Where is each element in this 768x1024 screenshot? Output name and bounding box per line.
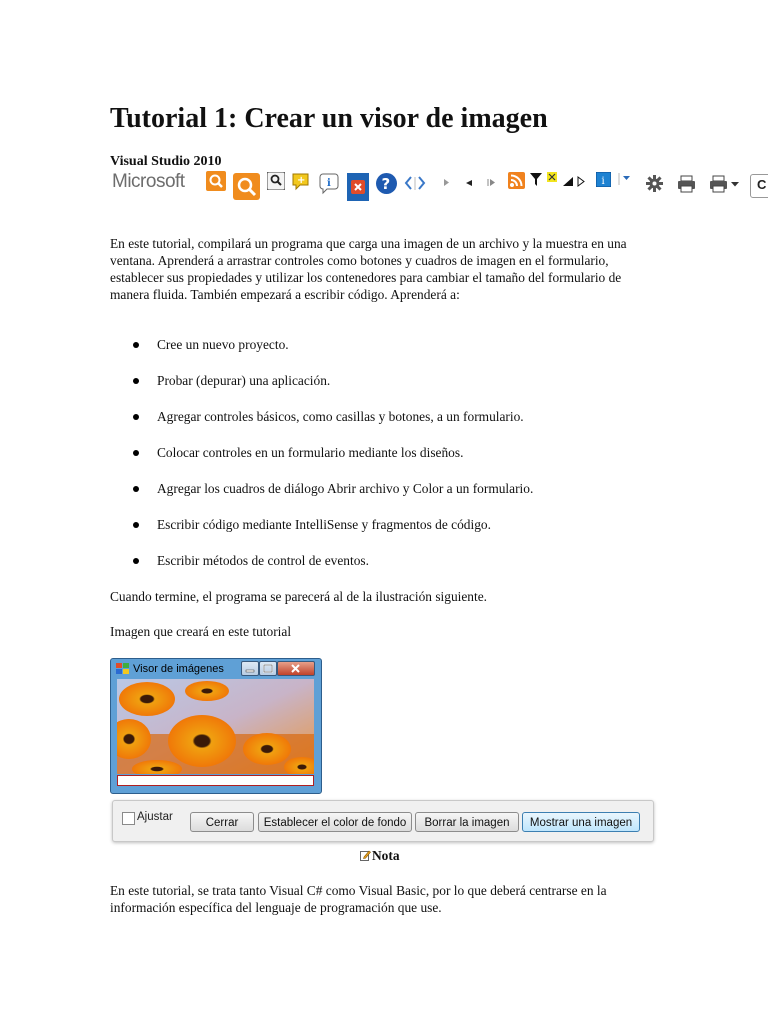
figure-caption: Imagen que creará en este tutorial — [110, 624, 292, 639]
info-icon[interactable] — [318, 173, 340, 195]
note-icon — [360, 850, 371, 861]
app-icon — [116, 663, 129, 674]
svg-text:+: + — [297, 175, 306, 186]
learning-list — [110, 336, 533, 588]
maximize-button[interactable] — [259, 661, 277, 676]
close-button[interactable]: Cerrar — [190, 812, 254, 832]
microsoft-toolbar — [110, 170, 768, 202]
page-title: Tutorial 1: Crear un visor de imagen — [110, 103, 548, 134]
play-icon[interactable] — [443, 178, 451, 187]
search-box-text: C — [757, 177, 767, 192]
close-window-button[interactable] — [277, 661, 315, 676]
gear-icon[interactable] — [646, 175, 663, 192]
dropdown-icon[interactable] — [618, 173, 632, 185]
highlight-icon[interactable] — [547, 172, 559, 184]
fit-checkbox[interactable] — [122, 812, 135, 825]
svg-text:i: i — [601, 176, 605, 187]
after-list-paragraph: Cuando termine, el programa se parecerá al de la ilustración siguiente. — [110, 589, 488, 604]
maximize-icon — [260, 662, 276, 675]
minimize-icon — [242, 662, 258, 675]
fit-checkbox-label: Ajustar — [137, 811, 173, 823]
list-item: Cree un nuevo proyecto. — [110, 336, 533, 372]
close-window-icon — [278, 662, 314, 675]
minimize-button[interactable] — [241, 661, 259, 676]
svg-text:i: i — [327, 178, 331, 189]
close-icon[interactable] — [347, 173, 369, 201]
forward-icon[interactable] — [486, 178, 496, 187]
set-background-color-button[interactable]: Establecer el color de fondo — [258, 812, 412, 832]
list-item: Colocar controles en un formulario mediante los diseños. — [110, 444, 533, 480]
note-label: Nota — [372, 848, 400, 863]
product-subtitle: Visual Studio 2010 — [110, 154, 222, 169]
image-viewer-window — [110, 658, 322, 794]
zoom-icon[interactable] — [267, 172, 285, 190]
nav-arrows-icon[interactable] — [403, 175, 429, 192]
list-item: Escribir código mediante IntelliSense y fragmentos de código. — [110, 516, 533, 552]
rss-icon[interactable] — [508, 172, 525, 189]
intro-paragraph: En este tutorial, compilará un programa que carga una imagen de un archivo y la muestra en una ventana. Aprenderá a arrastrar controles como botones y cuadros de imagen en el formulario, establecer sus propiedades y utilizar los contenedores para cambiar el tamaño del formulario de manera fluida. También empezará a escribir código. Aprenderá a: — [110, 236, 627, 302]
svg-text:?: ? — [381, 175, 391, 193]
closing-paragraph: En este tutorial, se trata tanto Visual C# como Visual Basic, por lo que deberá centrarse en la información específica del lenguaje de programación que use. — [110, 883, 607, 915]
filter-icon[interactable] — [530, 173, 542, 187]
search-icon[interactable] — [206, 171, 226, 191]
list-item: Agregar los cuadros de diálogo Abrir archivo y Color a un formulario. — [110, 480, 533, 516]
back-icon[interactable] — [465, 179, 473, 187]
info-blue-icon[interactable] — [596, 172, 611, 187]
print-icon[interactable] — [677, 175, 696, 193]
list-item: Escribir métodos de control de eventos. — [110, 552, 533, 588]
list-item: Agregar controles básicos, como casillas y botones, a un formulario. — [110, 408, 533, 444]
window-textbox[interactable] — [117, 775, 314, 786]
window-title: Visor de imágenes — [133, 663, 224, 675]
show-image-button[interactable]: Mostrar una imagen — [522, 812, 640, 832]
comment-add-icon[interactable] — [291, 172, 310, 191]
arrow-icon[interactable] — [562, 176, 586, 187]
print-options-icon[interactable] — [709, 175, 740, 193]
list-item: Probar (depurar) una aplicación. — [110, 372, 533, 408]
search-box-edge[interactable] — [750, 174, 768, 198]
button-panel — [112, 800, 654, 842]
flower-photo — [117, 679, 314, 774]
note-heading — [360, 848, 400, 864]
clear-image-button[interactable]: Borrar la imagen — [415, 812, 519, 832]
help-icon[interactable] — [375, 172, 398, 195]
microsoft-logo: Microsoft — [112, 171, 185, 192]
search-large-icon[interactable] — [233, 173, 260, 200]
